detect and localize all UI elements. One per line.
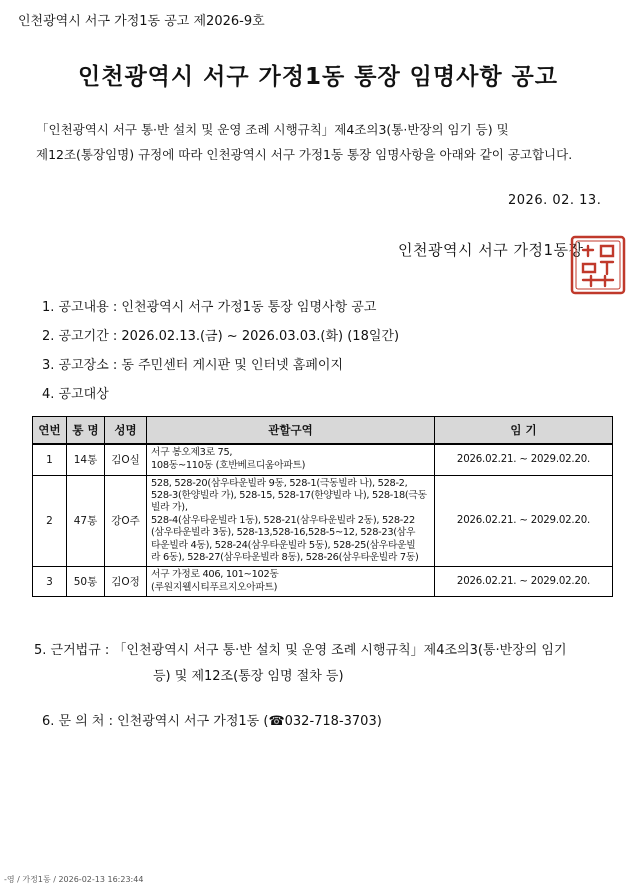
cell-no: 2: [33, 475, 67, 567]
official-seal-icon: [569, 234, 627, 296]
cell-area: [147, 444, 435, 475]
header-term: 임 기: [435, 417, 613, 445]
item-content: 1. 공고내용 : 인천광역시 서구 가정1동 통장 임명사항 공고: [42, 300, 377, 315]
item-legal-basis-line-1: 5. 근거법규 : 「인천광역시 서구 통·반 설치 및 운영 조례 시행규칙」제4조의3(통·반장의 임기: [34, 643, 567, 658]
item-location: 3. 공고장소 : 동 주민센터 게시판 및 인터넷 홈페이지: [42, 358, 344, 373]
area-line: 서구 봉오제3로 75,: [151, 447, 233, 459]
header-tong: 통 명: [67, 417, 105, 445]
item-period: 2. 공고기간 : 2026.02.13.(금) ~ 2026.03.03.(화) (18일간): [42, 329, 400, 344]
announcement-date: 2026. 02. 13.: [508, 193, 602, 208]
cell-no: 3: [33, 567, 67, 597]
cell-term: 2026.02.21. ~ 2029.02.20.: [435, 444, 613, 475]
item-legal-basis-line-2: 등) 및 제12조(통장 임명 절차 등): [153, 669, 344, 684]
cell-tong: 47통: [67, 475, 105, 567]
area-line: 타운빌라 4동), 528-24(삼우타운빌라 5동), 528-25(삼우타운빌: [151, 539, 416, 551]
item-contact: 6. 문 의 처 : 인천광역시 서구 가정1동 (☎032-718-3703): [42, 714, 382, 729]
header-no: 연번: [33, 417, 67, 445]
table-row: [33, 475, 613, 567]
cell-term: 2026.02.21. ~ 2029.02.20.: [435, 475, 613, 567]
intro-line-2: 제12조(통장임명) 규정에 따라 인천광역시 서구 가정1동 통장 임명사항을 아래와 같이 공고합니다.: [36, 147, 573, 162]
header-area: 관할구역: [147, 417, 435, 445]
table-row: [33, 444, 613, 475]
cell-name: 김O정: [105, 567, 147, 597]
area-line: (삼우타운빌라 3동), 528-13,528-16,528-5~12, 528-23(삼우: [151, 527, 416, 539]
issuer-name: 인천광역시 서구 가정1동장: [398, 241, 584, 259]
area-line: 서구 가정로 406, 101~102동: [151, 569, 279, 581]
print-footer: -영 / 가정1동 / 2026-02-13 16:23:44: [4, 875, 144, 884]
area-line: 라 6동), 528-27(삼우타운빌라 8동), 528-26(삼우타운빌라 7동): [151, 551, 419, 563]
intro-line-1: 「인천광역시 서구 통·반 설치 및 운영 조례 시행규칙」제4조의3(통·반장의 임기 등) 및: [36, 122, 509, 137]
area-line: 528, 528-20(삼우타운빌라 9동, 528-1(극동빌라 나), 528-2,: [151, 477, 408, 489]
document-number: 인천광역시 서구 가정1동 공고 제2026-9호: [18, 14, 265, 29]
cell-no: 1: [33, 444, 67, 475]
cell-name: 강O주: [105, 475, 147, 567]
cell-name: 김O실: [105, 444, 147, 475]
area-line: 528-4(삼우타운빌라 1동), 528-21(삼우타운빌라 2동), 528-22: [151, 514, 415, 526]
cell-tong: 50통: [67, 567, 105, 597]
table-row: [33, 567, 613, 597]
cell-area: [147, 475, 435, 567]
page-title: 인천광역시 서구 가정1동 통장 임명사항 공고: [78, 64, 558, 90]
item-target: 4. 공고대상: [42, 387, 109, 402]
area-line: 108동~110동 (호반베르디움아파트): [151, 459, 306, 471]
cell-area: [147, 567, 435, 597]
cell-tong: 14통: [67, 444, 105, 475]
area-line: 528-3(한양빌라 가), 528-15, 528-17(한양빌라 나), 528-18(극동빌라 가),: [151, 489, 427, 514]
area-line: (루원지웰시티푸르지오아파트): [151, 581, 278, 593]
table-header-row: [33, 417, 613, 445]
cell-term: 2026.02.21. ~ 2029.02.20.: [435, 567, 613, 597]
header-name: 성명: [105, 417, 147, 445]
appointment-table: [32, 416, 613, 597]
